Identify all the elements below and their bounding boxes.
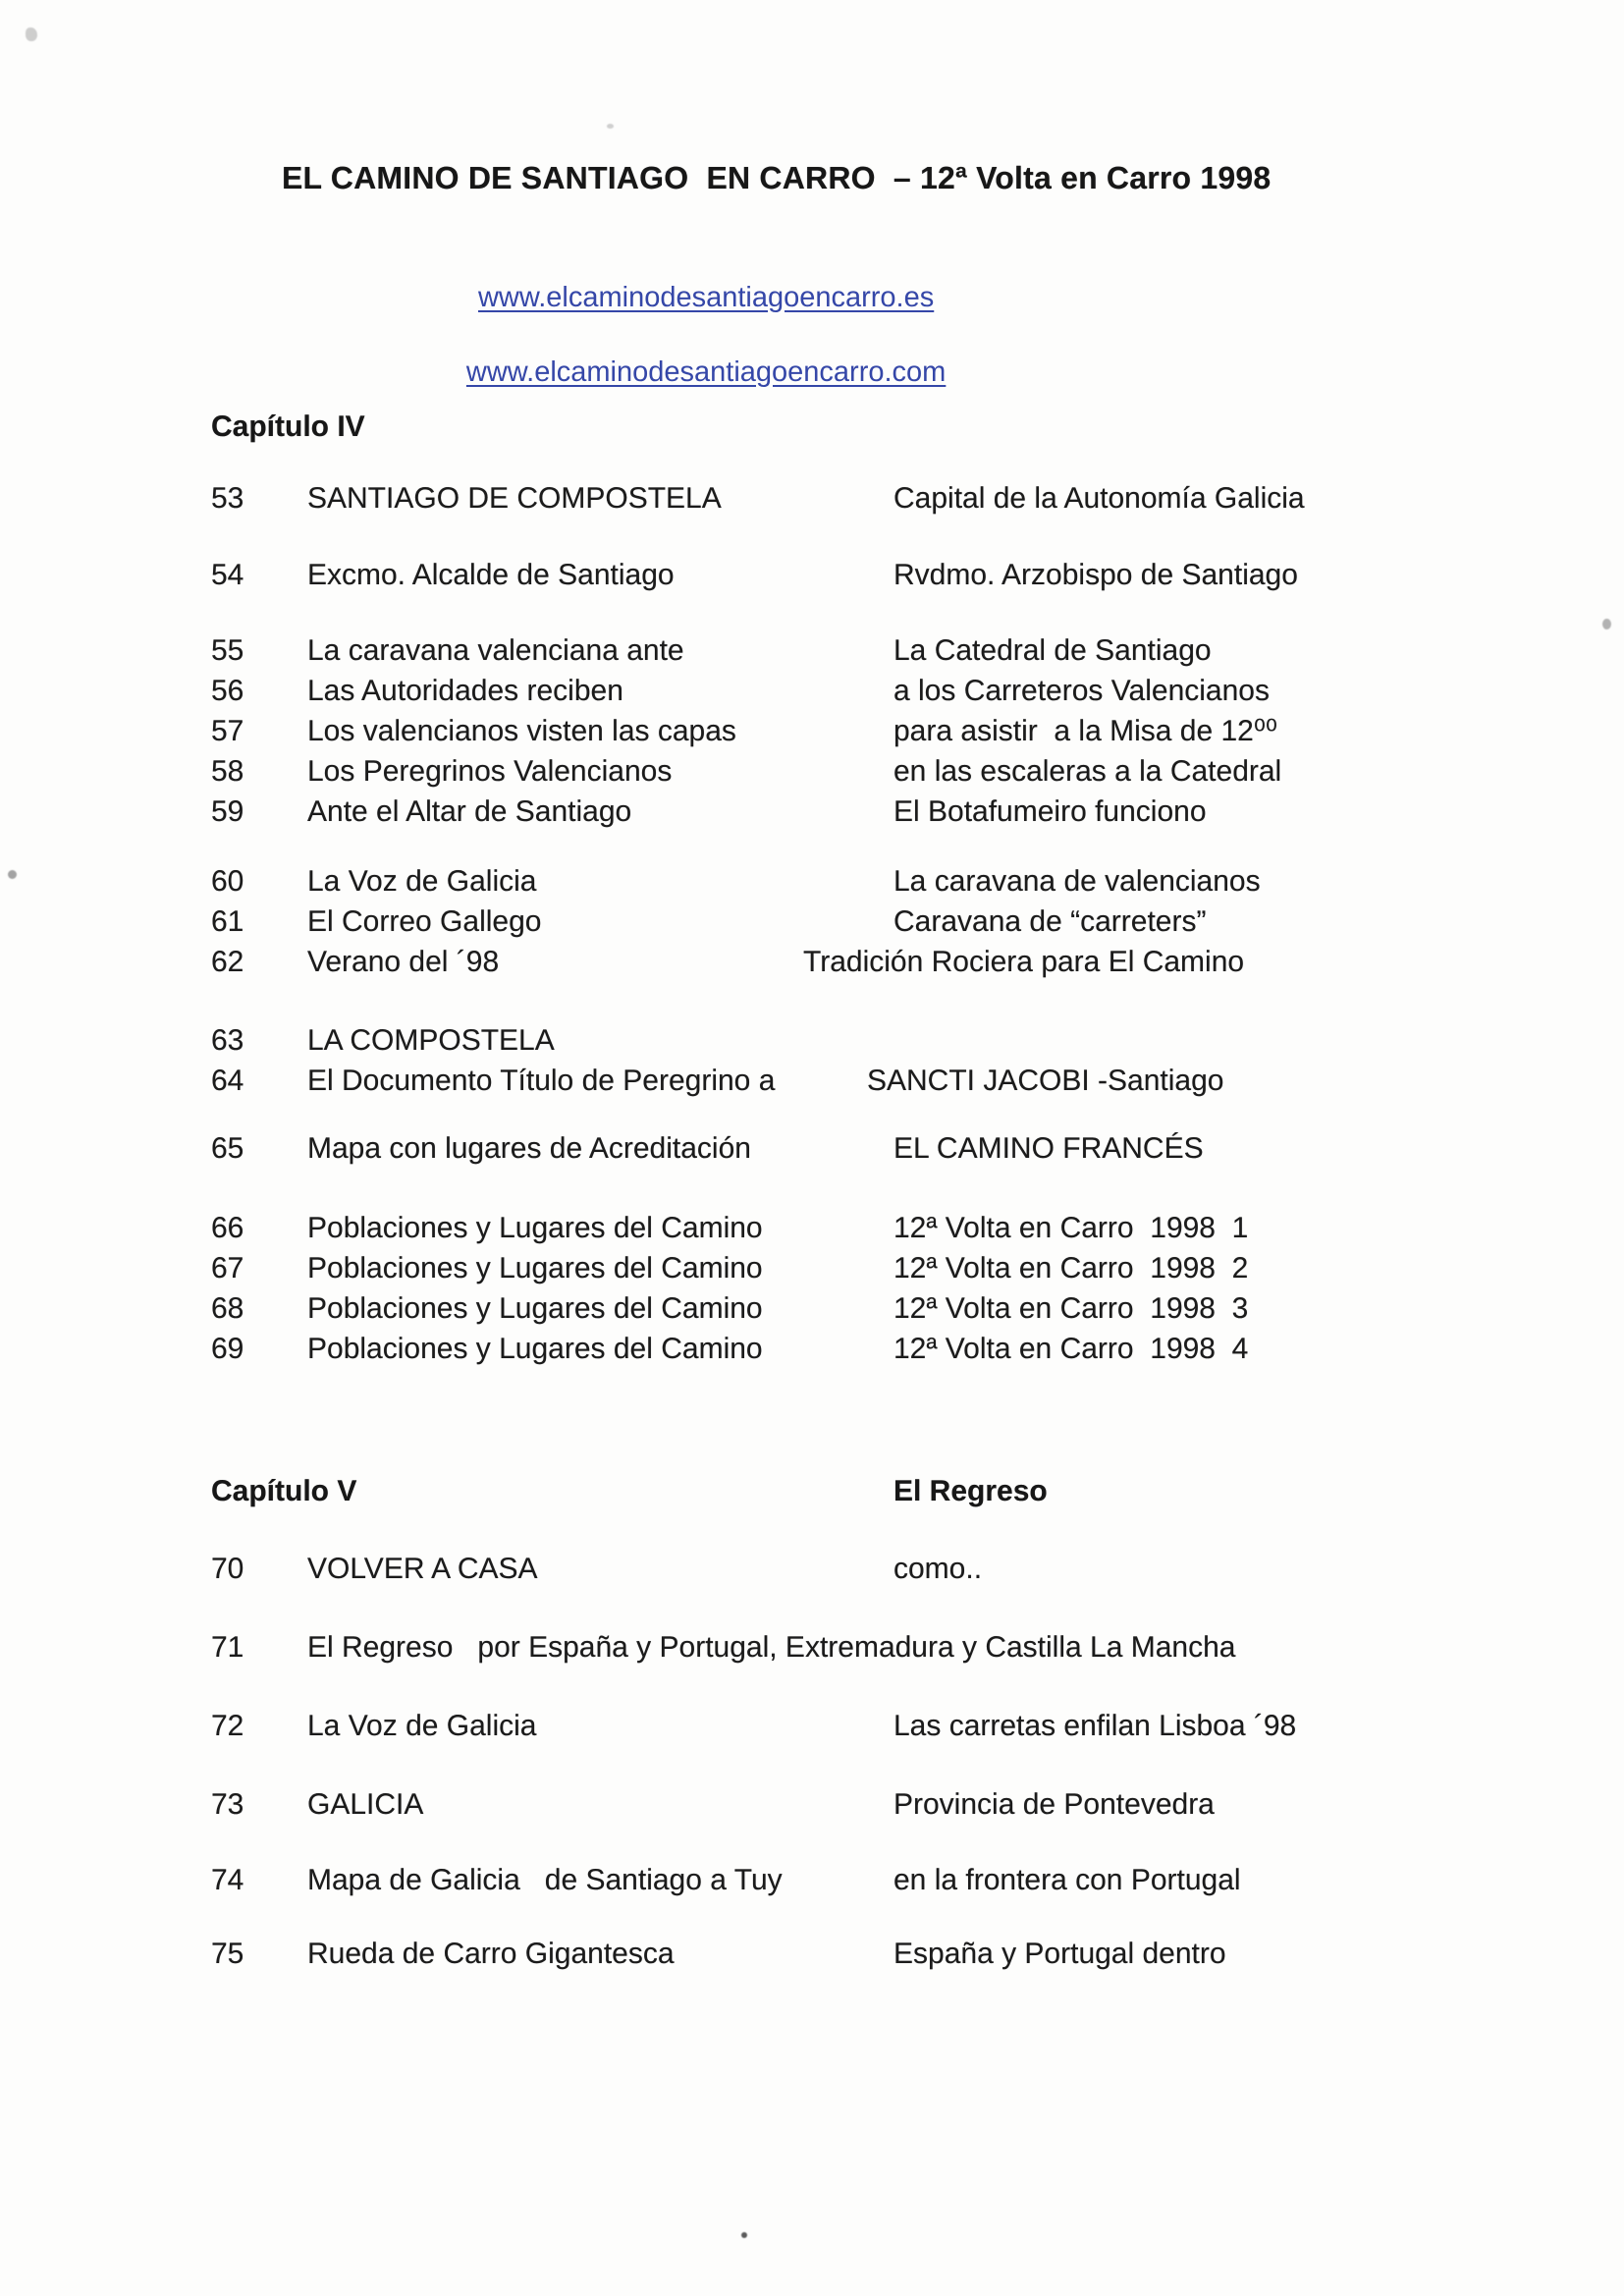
entry-number: 55 — [211, 634, 244, 667]
toc-row-61 — [0, 904, 1624, 940]
toc-row-58 — [0, 754, 1624, 790]
entry-title: Poblaciones y Lugares del Camino — [307, 1252, 763, 1285]
entry-title: Poblaciones y Lugares del Camino — [307, 1212, 763, 1244]
entry-title: La caravana valenciana ante — [307, 634, 684, 667]
website-link-es[interactable]: www.elcaminodesantiagoencarro.es — [477, 282, 935, 313]
website-link-com[interactable]: www.elcaminodesantiagoencarro.com — [465, 356, 947, 388]
entry-title: La Voz de Galicia — [307, 865, 537, 898]
entry-number: 64 — [211, 1065, 244, 1097]
entry-number: 72 — [211, 1710, 244, 1742]
toc-row-67 — [0, 1251, 1624, 1286]
chapter-4-heading: Capítulo IV — [211, 410, 365, 443]
entry-title: Poblaciones y Lugares del Camino — [307, 1333, 763, 1365]
entry-detail: como.. — [893, 1553, 983, 1585]
toc-row-55 — [0, 633, 1624, 669]
entry-detail: 12ª Volta en Carro 1998 4 — [893, 1333, 1249, 1365]
scan-artifact — [26, 27, 37, 41]
entry-detail: Las carretas enfilan Lisboa ´98 — [893, 1710, 1297, 1742]
scan-artifact — [1602, 619, 1611, 629]
chapter-5-subtitle: El Regreso — [893, 1475, 1048, 1507]
entry-detail: en la frontera con Portugal — [893, 1864, 1241, 1896]
entry-number: 61 — [211, 905, 244, 938]
entry-title: El Correo Gallego — [307, 905, 542, 938]
entry-number: 62 — [211, 946, 244, 978]
entry-detail: a los Carreteros Valencianos — [893, 675, 1270, 707]
entry-number: 73 — [211, 1788, 244, 1821]
toc-row-56 — [0, 674, 1624, 709]
toc-row-57 — [0, 714, 1624, 749]
toc-row-66 — [0, 1211, 1624, 1246]
entry-title: LA COMPOSTELA — [307, 1024, 555, 1057]
entry-number: 71 — [211, 1631, 244, 1664]
entry-title: La Voz de Galicia — [307, 1710, 537, 1742]
toc-row-69 — [0, 1332, 1624, 1367]
entry-number: 53 — [211, 482, 244, 515]
scan-artifact — [741, 2232, 747, 2238]
entry-number: 54 — [211, 559, 244, 591]
entry-detail: Tradición Rociera para El Camino — [803, 946, 1245, 978]
toc-row-60 — [0, 864, 1624, 900]
entry-number: 66 — [211, 1212, 244, 1244]
toc-row-64 — [0, 1064, 1624, 1099]
entry-detail: España y Portugal dentro — [893, 1938, 1226, 1970]
entry-number: 63 — [211, 1024, 244, 1057]
entry-number: 67 — [211, 1252, 244, 1285]
toc-row-73 — [0, 1787, 1624, 1823]
document-title: EL CAMINO DE SANTIAGO EN CARRO – 12ª Volta en Carro 1998 — [282, 160, 1272, 195]
entry-title: Las Autoridades reciben — [307, 675, 623, 707]
entry-detail: 12ª Volta en Carro 1998 2 — [893, 1252, 1249, 1285]
entry-number: 70 — [211, 1553, 244, 1585]
entry-detail: SANCTI JACOBI -Santiago — [867, 1065, 1224, 1097]
entry-title: Poblaciones y Lugares del Camino — [307, 1292, 763, 1325]
entry-detail: para asistir a la Misa de 12⁰⁰ — [893, 715, 1277, 747]
entry-detail: Provincia de Pontevedra — [893, 1788, 1215, 1821]
entry-title: Los Peregrinos Valencianos — [307, 755, 673, 788]
entry-number: 74 — [211, 1864, 244, 1896]
entry-detail: Rvdmo. Arzobispo de Santiago — [893, 559, 1298, 591]
entry-detail: El Botafumeiro funciono — [893, 795, 1207, 828]
toc-row-70 — [0, 1552, 1624, 1587]
entry-title: Excmo. Alcalde de Santiago — [307, 559, 675, 591]
entry-detail: Capital de la Autonomía Galicia — [893, 482, 1305, 515]
entry-title: SANTIAGO DE COMPOSTELA — [307, 482, 722, 515]
entry-title: Mapa de Galicia de Santiago a Tuy — [307, 1864, 783, 1896]
entry-title: Ante el Altar de Santiago — [307, 795, 632, 828]
toc-row-59 — [0, 794, 1624, 830]
entry-number: 60 — [211, 865, 244, 898]
entry-number: 58 — [211, 755, 244, 788]
entry-detail: Caravana de “carreters” — [893, 905, 1207, 938]
toc-row-62 — [0, 945, 1624, 980]
entry-detail: 12ª Volta en Carro 1998 3 — [893, 1292, 1249, 1325]
toc-row-75 — [0, 1937, 1624, 1972]
chapter-5-heading: Capítulo V — [211, 1475, 357, 1507]
entry-title: El Regreso por España y Portugal, Extremadura y Castilla La Mancha — [307, 1631, 1236, 1664]
entry-title: Verano del ´98 — [307, 946, 500, 978]
toc-row-65 — [0, 1131, 1624, 1167]
entry-detail: La caravana de valencianos — [893, 865, 1261, 898]
toc-row-63 — [0, 1023, 1624, 1059]
entry-number: 56 — [211, 675, 244, 707]
entry-number: 75 — [211, 1938, 244, 1970]
entry-detail: en las escaleras a la Catedral — [893, 755, 1282, 788]
website-links-block — [278, 242, 1103, 428]
toc-row-74 — [0, 1863, 1624, 1898]
entry-detail: EL CAMINO FRANCÉS — [893, 1132, 1204, 1165]
entry-title: GALICIA — [307, 1788, 424, 1821]
toc-row-68 — [0, 1291, 1624, 1327]
toc-row-71 — [0, 1630, 1624, 1666]
entry-title: Rueda de Carro Gigantesca — [307, 1938, 675, 1970]
entry-number: 57 — [211, 715, 244, 747]
entry-title: El Documento Título de Peregrino a — [307, 1065, 776, 1097]
entry-title: VOLVER A CASA — [307, 1553, 538, 1585]
entry-number: 59 — [211, 795, 244, 828]
toc-row-54 — [0, 558, 1624, 593]
scan-artifact — [607, 124, 614, 129]
entry-title: Los valencianos visten las capas — [307, 715, 736, 747]
entry-detail: 12ª Volta en Carro 1998 1 — [893, 1212, 1249, 1244]
toc-row-53 — [0, 481, 1624, 517]
entry-number: 65 — [211, 1132, 244, 1165]
entry-detail: La Catedral de Santiago — [893, 634, 1212, 667]
entry-number: 69 — [211, 1333, 244, 1365]
entry-title: Mapa con lugares de Acreditación — [307, 1132, 751, 1165]
toc-row-72 — [0, 1709, 1624, 1744]
entry-number: 68 — [211, 1292, 244, 1325]
